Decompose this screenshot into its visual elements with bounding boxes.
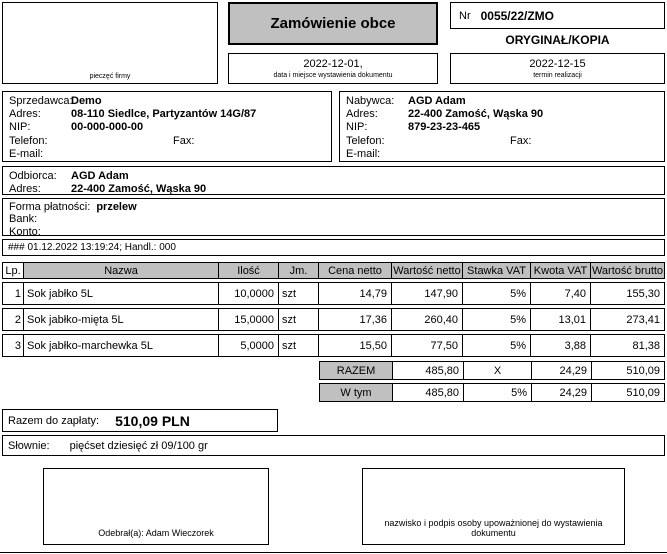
seller-phone-row xyxy=(9,135,331,148)
meta-line: ### 01.12.2022 13:19:24; Handl.: 000 xyxy=(8,242,176,253)
buyer-fax-label: Fax: xyxy=(510,134,532,147)
recipient-name-label: Odbiorca: xyxy=(9,170,57,182)
amount-in-words-box xyxy=(2,435,665,456)
totals-razem-label: RAZEM xyxy=(319,361,393,380)
item-net-value: 147,90 xyxy=(391,282,463,305)
company-stamp-caption: pieczęć firmy xyxy=(89,73,131,80)
seller-email-row xyxy=(9,148,331,161)
totals-razem-net: 485,80 xyxy=(392,361,464,380)
document-title: Zamówienie obce xyxy=(270,15,396,32)
col-header-kwota-vat: Kwota VAT xyxy=(530,262,591,279)
totals-wtym-net: 485,80 xyxy=(392,383,464,402)
seller-address-value: 08-110 Siedlce, Partyzantów 14G/87 xyxy=(71,108,257,121)
item-unit: szt xyxy=(278,282,319,305)
totals-wtym-row xyxy=(319,383,665,402)
items-table-header-row xyxy=(2,262,665,279)
items-table xyxy=(2,262,665,360)
amount-in-words-label: Słownie: xyxy=(8,439,50,452)
buyer-nip-value: 879-23-23-465 xyxy=(408,121,481,134)
buyer-address-value: 22-400 Zamość, Wąska 90 xyxy=(408,108,544,121)
item-name: Sok jabłko-mięta 5L xyxy=(23,308,219,331)
table-row xyxy=(2,282,665,305)
received-by-caption: Odebrał(a): Adam Wieczorek xyxy=(98,528,214,538)
document-number-label: Nr xyxy=(459,9,471,22)
seller-phone-label: Telefon: xyxy=(9,134,48,147)
table-row xyxy=(2,334,665,357)
col-header-ilosc: Ilość xyxy=(218,262,279,279)
col-header-lp: Lp. xyxy=(2,262,24,279)
item-gross-value: 155,30 xyxy=(590,282,665,305)
issue-date-caption: data i miejsce wystawienia dokumentu xyxy=(273,72,393,79)
payment-bank-row xyxy=(9,213,664,225)
buyer-email-row xyxy=(346,148,664,161)
totals-razem-row xyxy=(319,361,665,380)
seller-name-label: Sprzedawca: xyxy=(9,95,73,107)
col-header-cena-netto: Cena netto xyxy=(318,262,392,279)
item-vat-amount: 13,01 xyxy=(530,308,591,331)
item-gross-value: 273,41 xyxy=(590,308,665,331)
item-net-value: 260,40 xyxy=(391,308,463,331)
item-unit: szt xyxy=(278,308,319,331)
seller-nip-value: 00-000-000-00 xyxy=(71,121,144,134)
recipient-box xyxy=(2,166,665,195)
recipient-address-row xyxy=(9,183,664,196)
document-number-value: 0055/22/ZMO xyxy=(480,8,554,23)
seller-nip-row xyxy=(9,121,331,134)
item-quantity: 15,0000 xyxy=(218,308,279,331)
seller-box xyxy=(2,91,332,162)
seller-email-label: E-mail: xyxy=(9,147,44,160)
item-vat-amount: 7,40 xyxy=(530,282,591,305)
received-by-signature-box xyxy=(43,468,269,545)
col-header-stawka-vat: Stawka VAT xyxy=(462,262,531,279)
seller-nip-label: NIP: xyxy=(9,121,31,134)
issue-date: 2022-12-01, xyxy=(303,58,363,70)
item-net-price: 17,36 xyxy=(318,308,392,331)
item-lp: 1 xyxy=(2,282,24,305)
item-gross-value: 81,38 xyxy=(590,334,665,357)
due-date-caption: termin realizacji xyxy=(533,72,582,79)
payment-method-label: Forma płatności: xyxy=(9,201,91,213)
due-date-box xyxy=(450,53,665,84)
company-stamp-box xyxy=(2,2,218,84)
seller-name-value: Demo xyxy=(71,95,102,107)
buyer-nip-row xyxy=(346,121,664,134)
table-row xyxy=(2,308,665,331)
col-header-nazwa: Nazwa xyxy=(23,262,219,279)
col-header-wartosc-netto: Wartość netto xyxy=(391,262,463,279)
total-due-box xyxy=(2,409,278,432)
item-lp: 3 xyxy=(2,334,24,357)
amount-in-words-value: pięćset dziesięć zł 09/100 gr xyxy=(69,439,208,452)
item-unit: szt xyxy=(278,334,319,357)
buyer-nip-label: NIP: xyxy=(346,121,368,134)
buyer-name-row xyxy=(346,95,664,108)
issue-date-box xyxy=(228,53,438,84)
item-net-price: 15,50 xyxy=(318,334,392,357)
item-net-value: 77,50 xyxy=(391,334,463,357)
col-header-jm: Jm. xyxy=(278,262,319,279)
original-copy-label: ORYGINAŁ/KOPIA xyxy=(505,33,610,47)
meta-line-box xyxy=(2,239,665,256)
item-name: Sok jabłko 5L xyxy=(23,282,219,305)
totals-razem-vat: 24,29 xyxy=(531,361,592,380)
recipient-address-value: 22-400 Zamość, Wąska 90 xyxy=(71,183,207,196)
seller-name-row xyxy=(9,95,331,108)
buyer-phone-label: Telefon: xyxy=(346,134,385,147)
totals-wtym-vat: 24,29 xyxy=(531,383,592,402)
buyer-phone-row xyxy=(346,135,664,148)
issuer-signature-caption: nazwisko i podpis osoby upoważnionej do wystawienia dokumentu xyxy=(384,518,603,538)
buyer-address-label: Adres: xyxy=(346,108,378,121)
item-quantity: 10,0000 xyxy=(218,282,279,305)
item-lp: 2 xyxy=(2,308,24,331)
payment-box xyxy=(2,198,665,236)
totals-wtym-gross: 510,09 xyxy=(591,383,665,402)
recipient-name-row xyxy=(9,170,664,183)
page-bottom-rule xyxy=(0,552,667,553)
totals-table xyxy=(319,361,665,405)
totals-razem-vat-rate: X xyxy=(463,361,532,380)
item-vat-rate: 5% xyxy=(462,282,531,305)
buyer-email-label: E-mail: xyxy=(346,147,381,160)
buyer-name-label: Nabywca: xyxy=(346,95,395,107)
payment-account-label: Konto: xyxy=(9,225,41,238)
seller-address-row xyxy=(9,108,331,121)
total-due-value: 510,09 PLN xyxy=(115,412,190,429)
item-vat-rate: 5% xyxy=(462,308,531,331)
document-title-box xyxy=(228,2,438,45)
totals-razem-gross: 510,09 xyxy=(591,361,665,380)
item-net-price: 14,79 xyxy=(318,282,392,305)
issuer-signature-box xyxy=(362,468,625,545)
total-due-label: Razem do zapłaty: xyxy=(8,414,100,427)
totals-wtym-vat-rate: 5% xyxy=(463,383,532,402)
totals-wtym-label: W tym xyxy=(319,383,393,402)
payment-bank-label: Bank: xyxy=(9,213,38,226)
seller-address-label: Adres: xyxy=(9,108,41,121)
buyer-address-row xyxy=(346,108,664,121)
recipient-name-value: AGD Adam xyxy=(71,170,129,182)
payment-account-row xyxy=(9,226,664,238)
buyer-box xyxy=(339,91,665,162)
buyer-name-value: AGD Adam xyxy=(408,95,466,107)
due-date: 2022-12-15 xyxy=(529,58,586,70)
seller-fax-label: Fax: xyxy=(173,134,195,147)
item-vat-amount: 3,88 xyxy=(530,334,591,357)
item-vat-rate: 5% xyxy=(462,334,531,357)
document-number-box xyxy=(450,2,665,29)
payment-method-value: przelew xyxy=(96,201,137,213)
col-header-wartosc-brutto: Wartość brutto xyxy=(590,262,665,279)
item-quantity: 5,0000 xyxy=(218,334,279,357)
recipient-address-label: Adres: xyxy=(9,183,41,196)
payment-method-row xyxy=(9,201,664,213)
item-name: Sok jabłko-marchewka 5L xyxy=(23,334,219,357)
